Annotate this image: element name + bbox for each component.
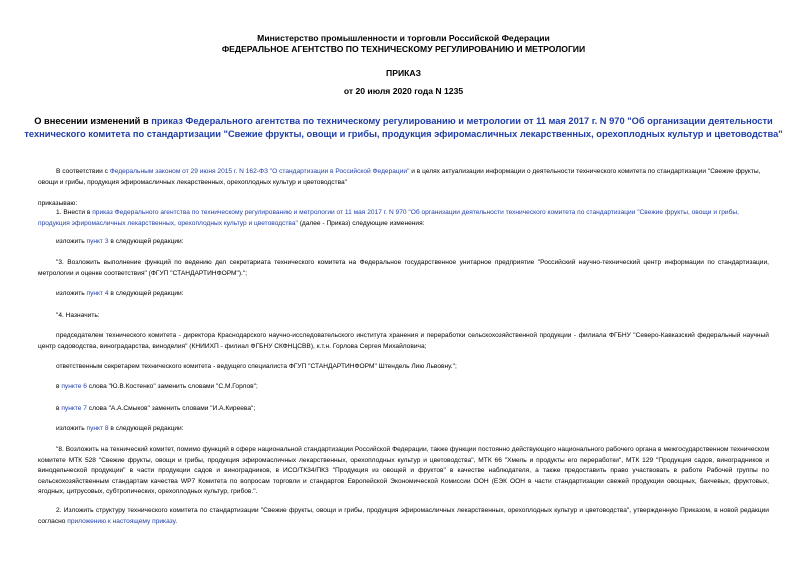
order-word: приказываю: xyxy=(38,200,78,207)
item-2-pre: 2. Изложить структуру технического комитета по стандартизации "Свежие фрукты, овощи и грибы, продукция эфиромасличных лекарственных, орехоплодных культур и цветоводства", утвержденную Приказом, в новой редакции согласно xyxy=(38,507,769,525)
item-1-pre: 1. Внести в xyxy=(56,209,93,216)
amend-point-4-pre: изложить xyxy=(56,290,87,297)
amend-point-7 xyxy=(38,404,769,415)
amend-point-7-post: слова "А.А.Смыков" заменить словами "И.А.Киреева"; xyxy=(86,405,256,412)
amend-point-3 xyxy=(38,237,769,248)
point-8-text: "8. Возложить на технический комитет, помимо функций в сфере национальной стандартизации Российской Федерации, также функции постоянно действующего национального рабочего органа в межгосударственном техническом комитете МТК 528 "Свежие фрукты, овощи и грибы, продукция эфиромасличных лекарственных, орехоплодных культур и цветоводства", МТК 66 "Хмель и продукты его переработки", МТК 129 "Продукция садов, виноградников и винодельческой продукции" в части продукции садов и виноградников, в ИСО/ТК34/ПК3 "Продукция из овощей и фруктов" в качестве наблюдателя, а также предоставить право участвовать в работе Рабочей группы по сельскохозяйственным стандартам качества WP7 Комитета по вопросам торговли и стандартов Европейской Экономической Комиссии ООН (ЕЭК ООН в части стандартизации свежей продукции овощных, бахчевых, фруктовых, ягодных, цитрусовых, субтропических, орехоплодных культур, грибов.". xyxy=(38,446,769,495)
amend-point-6-pre: в xyxy=(56,383,62,390)
intro-text-post: и в целях актуализации информации о деятельности технического комитета по стандартизации "Свежие фрукты, овощи и грибы, продукция эфиромасличных лекарственных, орехоплодных культур и цветоводства" xyxy=(38,168,761,186)
point-4-heading: "4. Назначить: xyxy=(56,312,100,319)
amend-point-4-post: в следующей редакции: xyxy=(108,290,184,297)
amend-point-6-post: слова "Ю.В.Костенко" заменить словами "С.М.Горлов"; xyxy=(86,383,258,390)
point-8-link[interactable]: пункт 8 xyxy=(86,425,109,432)
intro-text-pre: В соответствии с xyxy=(56,168,110,175)
point-3-text: "3. Возложить выполнение функций по ведению дел секретариата технического комитета на Федеральное государственное унитарное предприятие "Российский научно-технический центр информации по стандартизации, метрологии и оценке соответствия" (ФГУП "СТАНДАРТИНФОРМ")."; xyxy=(38,259,769,277)
title-order-link[interactable]: приказ Федерального агентства по техническому регулированию и метрологии от 11 мая 2017 г. N 970 "Об организации деятельности технического комитета по стандартизации "Свежие фрукты, овощи и грибы, продукция эфиромасличных лекарственных, орехоплодных культур и цветоводства" xyxy=(24,116,783,139)
amend-point-3-post: в следующей редакции: xyxy=(108,238,184,245)
amend-point-8-post: в следующей редакции: xyxy=(108,425,184,432)
point-4-secretary: ответственным секретарем технического комитета - ведущего специалиста ФГУП "СТАНДАРТИНФОРМ" Штендель Лию Львовну."; xyxy=(56,363,457,370)
item-1 xyxy=(38,208,769,229)
appendix-link[interactable]: приложению к настоящему приказу xyxy=(67,517,176,525)
amend-point-3-pre: изложить xyxy=(56,238,87,245)
amend-point-8 xyxy=(38,424,769,435)
intro-paragraph xyxy=(38,167,769,188)
point-4-chairman: председателем технического комитета - директора Краснодарского научно-исследовательского института хранения и переработки сельскохозяйственной продукции - филиала ФГБНУ "Северо-Кавказский федеральный научный центр садоводства, виноградарства, виноделия" (КНИИХП - филиал ФГБНУ СКФНЦСВВ), к.т.н. Горлова Сергея Михайловича; xyxy=(38,332,769,350)
title-prefix: О внесении изменений в xyxy=(34,116,152,126)
point-6-link[interactable]: пункте 6 xyxy=(61,383,87,390)
item-2 xyxy=(38,506,769,527)
amend-point-7-pre: в xyxy=(56,405,62,412)
ministry-name: Министерство промышленности и торговли Российской Федерации xyxy=(257,33,550,43)
doc-type: ПРИКАЗ xyxy=(386,68,421,78)
item-2-post: . xyxy=(175,517,178,525)
federal-law-link[interactable]: Федеральным законом от 29 июня 2015 г. N 162-ФЗ "О стандартизации в Российской Федерации" xyxy=(109,168,410,175)
doc-title xyxy=(16,115,791,141)
point-3-link[interactable]: пункт 3 xyxy=(86,238,109,245)
amend-point-4 xyxy=(38,289,769,300)
item-1-order-link[interactable]: приказ Федерального агентства по техническому регулированию и метрологии от 11 мая 2017 г. N 970 "Об организации деятельности технического комитета по стандартизации "Свежие фрукты, овощи и грибы, продукция эфиромасличных лекарственных, орехоплодных культур и цветоводства" xyxy=(38,209,739,227)
point-4-link[interactable]: пункт 4 xyxy=(86,290,109,297)
item-1-post: (далее - Приказ) следующие изменения: xyxy=(297,219,425,227)
point-7-link[interactable]: пункте 7 xyxy=(61,405,87,412)
agency-name: ФЕДЕРАЛЬНОЕ АГЕНТСТВО ПО ТЕХНИЧЕСКОМУ РЕГУЛИРОВАНИЮ И МЕТРОЛОГИИ xyxy=(221,44,586,54)
amend-point-8-pre: изложить xyxy=(56,425,87,432)
doc-date-number: от 20 июля 2020 года N 1235 xyxy=(343,86,464,96)
amend-point-6 xyxy=(38,382,769,393)
